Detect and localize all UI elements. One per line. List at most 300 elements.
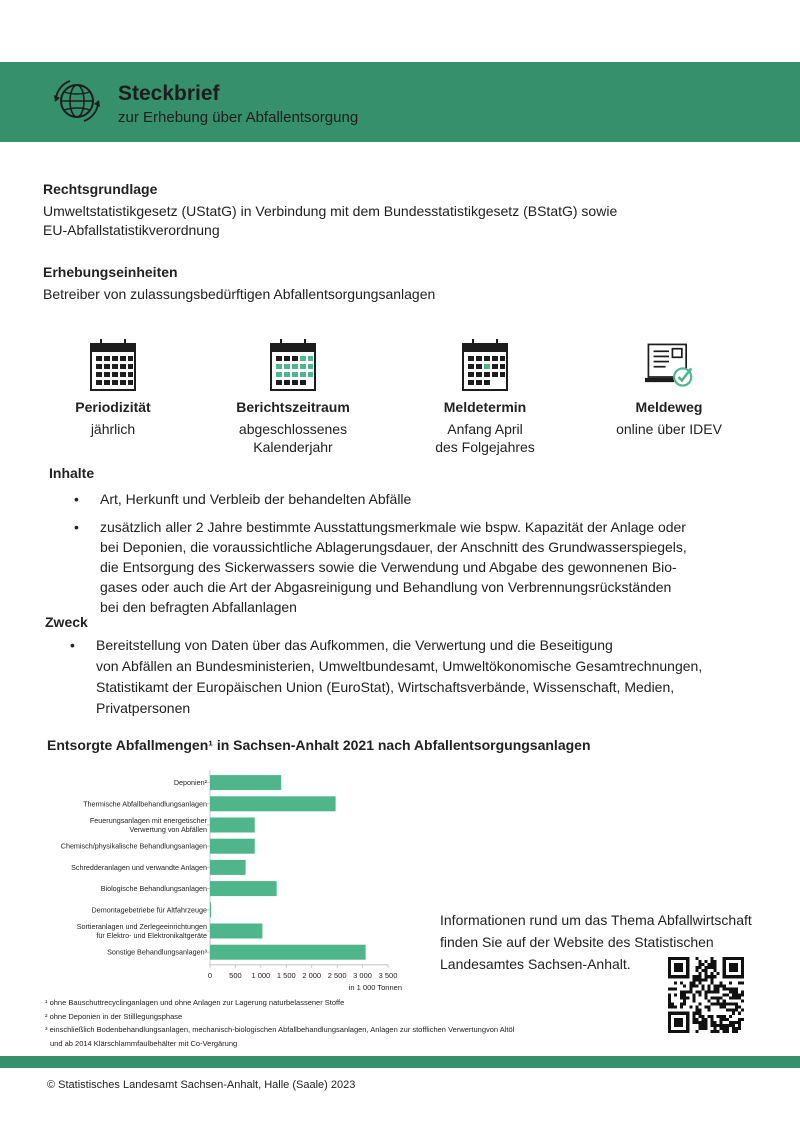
qr-module <box>732 963 735 966</box>
qr-module <box>668 1018 671 1021</box>
qr-module <box>738 1006 741 1009</box>
online-form-check-icon <box>645 338 693 392</box>
qr-module <box>735 1003 738 1006</box>
qr-module <box>729 990 732 993</box>
qr-module <box>689 990 692 993</box>
qr-module <box>711 1003 714 1006</box>
qr-module <box>735 1009 738 1012</box>
bar <box>210 796 336 811</box>
list-item-line: • Art, Herkunft und Verbleib der behandelten Abfälle <box>100 491 412 507</box>
qr-module <box>738 1021 741 1024</box>
qr-module <box>683 1000 686 1003</box>
qr-module <box>698 975 701 978</box>
qr-module <box>732 975 735 978</box>
category-label-line: für Elektro- und Elektronikaltgeräte <box>96 930 207 940</box>
qr-module <box>668 975 671 978</box>
info-line: finden Sie auf der Website des Statistischen <box>440 934 714 950</box>
qr-module <box>732 1009 735 1012</box>
qr-module <box>689 987 692 990</box>
qr-module <box>729 963 732 966</box>
qr-module <box>677 1024 680 1027</box>
qr-module <box>686 1027 689 1030</box>
qr-module <box>686 975 689 978</box>
qr-module <box>711 1030 714 1033</box>
footnote: ³ einschließlich Bodenbehandlungsanlagen, mechanisch-biologischen Abfallbehandlungsanlagen, Anlagen zur stofflichen Verwertungvon Altöl <box>45 1025 515 1034</box>
qr-module <box>671 1006 674 1009</box>
qr-module <box>723 960 726 963</box>
qr-module <box>674 993 677 996</box>
qr-module <box>674 1030 677 1033</box>
qr-module <box>701 1021 704 1024</box>
category-label-line: Schredderanlagen und verwandte Anlagen <box>71 862 207 872</box>
qr-module <box>711 975 714 978</box>
qr-module <box>735 990 738 993</box>
qr-module <box>674 969 677 972</box>
qr-module <box>732 1012 735 1015</box>
category-label <box>107 948 208 957</box>
qr-module <box>714 990 717 993</box>
list-item <box>74 517 687 617</box>
qr-module <box>723 969 726 972</box>
qr-module <box>671 1003 674 1006</box>
qr-module <box>695 990 698 993</box>
qr-module <box>674 1018 677 1021</box>
qr-module <box>668 1024 671 1027</box>
qr-module <box>677 975 680 978</box>
qr-module <box>680 981 683 984</box>
qr-module <box>723 975 726 978</box>
copyright-text: © Statistisches Landesamt Sachsen-Anhalt, Halle (Saale) 2023 <box>47 1079 356 1091</box>
qr-module <box>668 963 671 966</box>
qr-module <box>723 984 726 987</box>
qr-module <box>723 1006 726 1009</box>
qr-module <box>695 1009 698 1012</box>
qr-module <box>701 978 704 981</box>
x-tick-label: 500 <box>229 970 242 980</box>
qr-module <box>692 984 695 987</box>
qr-module <box>695 966 698 969</box>
qr-module <box>686 957 689 960</box>
qr-module <box>680 1006 683 1009</box>
qr-module <box>717 987 720 990</box>
qr-module <box>714 1024 717 1027</box>
qr-module <box>738 1027 741 1030</box>
category-label-line: Deponien² <box>173 778 207 788</box>
qr-module <box>735 1027 738 1030</box>
qr-module <box>714 963 717 966</box>
qr-module <box>695 1012 698 1015</box>
qr-module <box>704 960 707 963</box>
qr-module <box>701 963 704 966</box>
qr-module <box>711 960 714 963</box>
qr-module <box>698 966 701 969</box>
qr-module <box>671 1030 674 1033</box>
qr-module <box>714 1030 717 1033</box>
qr-module <box>714 1021 717 1024</box>
qr-module <box>677 1030 680 1033</box>
calendar-date-icon <box>461 338 509 392</box>
qr-module <box>698 1012 701 1015</box>
qr-module <box>741 981 744 984</box>
qr-module <box>689 981 692 984</box>
qr-module <box>735 975 738 978</box>
qr-code-icon[interactable] <box>668 957 744 1033</box>
qr-module <box>726 1027 729 1030</box>
qr-module <box>683 984 686 987</box>
qr-module <box>677 966 680 969</box>
qr-module <box>674 981 677 984</box>
fact-value-line: online über IDEV <box>616 421 722 437</box>
qr-module <box>704 1021 707 1024</box>
qr-module <box>704 1006 707 1009</box>
category-label-line: Demontagebetriebe für Altfahrzeuge <box>91 905 207 915</box>
qr-module <box>717 984 720 987</box>
qr-module <box>735 969 738 972</box>
rechtsgrundlage-heading: Rechtsgrundlage <box>43 181 158 197</box>
qr-module <box>741 960 744 963</box>
qr-module <box>674 975 677 978</box>
qr-module <box>723 1030 726 1033</box>
x-tick-label: 3 500 <box>378 970 398 980</box>
qr-module <box>677 1021 680 1024</box>
qr-module <box>738 1012 741 1015</box>
qr-module <box>683 997 686 1000</box>
qr-module <box>674 966 677 969</box>
qr-module <box>741 1000 744 1003</box>
qr-module <box>698 978 701 981</box>
qr-module <box>732 1024 735 1027</box>
zweck-heading: Zweck <box>45 614 88 630</box>
qr-module <box>668 1030 671 1033</box>
x-axis-label: in 1 000 Tonnen <box>348 982 402 992</box>
category-label <box>71 863 207 872</box>
category-label <box>101 884 207 893</box>
list-item-line: • zusätzlich aller 2 Jahre bestimmte Ausstattungsmerkmale wie bspw. Kapazität der Anlage oder <box>100 519 686 535</box>
qr-module <box>714 1003 717 1006</box>
qr-module <box>732 990 735 993</box>
qr-module <box>692 1000 695 1003</box>
qr-module <box>711 1015 714 1018</box>
category-label-line: Sonstige Behandlungsanlagen³ <box>107 947 207 957</box>
list-item-line: gases oder auch die Art der Abgasreinigung und Behandlung von Verbrennungsrückständen <box>100 579 672 595</box>
qr-module <box>732 966 735 969</box>
qr-module <box>735 987 738 990</box>
calendar-grid-icon <box>89 338 137 392</box>
list-item-line: die Entsorgung des Sickerwassers sowie die Verwendung und Abgabe des gewonnenen Bio- <box>100 559 677 575</box>
qr-module <box>698 1021 701 1024</box>
qr-module <box>717 1000 720 1003</box>
qr-module <box>695 975 698 978</box>
inhalte-list <box>74 489 687 617</box>
qr-module <box>674 963 677 966</box>
qr-module <box>704 997 707 1000</box>
qr-module <box>668 1000 671 1003</box>
qr-module <box>668 1021 671 1024</box>
fact-value <box>579 420 759 438</box>
qr-module <box>717 1003 720 1006</box>
qr-module <box>686 966 689 969</box>
qr-module <box>723 1027 726 1030</box>
qr-module <box>704 969 707 972</box>
qr-module <box>708 1000 711 1003</box>
qr-module <box>711 997 714 1000</box>
bar <box>210 924 262 939</box>
qr-module <box>723 1015 726 1018</box>
qr-module <box>704 990 707 993</box>
qr-module <box>735 966 738 969</box>
qr-module <box>708 990 711 993</box>
qr-module <box>701 1027 704 1030</box>
qr-module <box>668 1027 671 1030</box>
qr-module <box>698 960 701 963</box>
qr-module <box>708 987 711 990</box>
qr-module <box>711 1021 714 1024</box>
qr-module <box>732 1030 735 1033</box>
qr-module <box>711 990 714 993</box>
category-label-line: Verwertung von Abfällen <box>129 824 207 834</box>
qr-module <box>723 966 726 969</box>
qr-module <box>729 957 732 960</box>
qr-module <box>711 963 714 966</box>
qr-module <box>680 997 683 1000</box>
qr-module <box>677 969 680 972</box>
x-tick-label: 3 000 <box>353 970 372 980</box>
fact-value-line: des Folgejahres <box>435 439 535 455</box>
qr-module <box>695 984 698 987</box>
bar <box>210 881 277 896</box>
bar <box>210 860 246 875</box>
qr-module <box>680 1018 683 1021</box>
qr-module <box>701 1024 704 1027</box>
qr-module <box>698 972 701 975</box>
qr-module <box>695 978 698 981</box>
qr-module <box>717 1024 720 1027</box>
qr-module <box>723 963 726 966</box>
zweck-list <box>70 635 702 719</box>
globe-recycle-icon <box>52 78 102 124</box>
qr-module <box>686 990 689 993</box>
fact-label: Meldetermin <box>443 399 527 415</box>
qr-module <box>680 990 683 993</box>
qr-module <box>674 987 677 990</box>
fact-meldetermin <box>395 338 575 456</box>
category-label-line: Sortieranlagen und Zerlegeeinrichtungen <box>76 922 207 932</box>
qr-module <box>720 1024 723 1027</box>
qr-module <box>671 975 674 978</box>
fact-periodizitaet <box>23 338 203 438</box>
qr-module <box>686 972 689 975</box>
qr-module <box>720 981 723 984</box>
qr-module <box>729 1015 732 1018</box>
qr-module <box>741 966 744 969</box>
qr-module <box>680 1030 683 1033</box>
info-line: Landesamtes Sachsen-Anhalt. <box>440 956 631 972</box>
qr-module <box>689 1006 692 1009</box>
qr-module <box>686 960 689 963</box>
qr-module <box>695 969 698 972</box>
qr-module <box>668 1012 671 1015</box>
qr-module <box>695 1021 698 1024</box>
category-label <box>83 799 207 808</box>
fact-meldeweg <box>579 338 759 438</box>
qr-module <box>735 957 738 960</box>
qr-module <box>683 1012 686 1015</box>
qr-module <box>704 975 707 978</box>
qr-module <box>671 1012 674 1015</box>
qr-module <box>726 1030 729 1033</box>
list-item-line: Statistikamt der Europäischen Union (EuroStat), Wirtschaftsverbände, Wissenschaft, Medien, <box>96 679 675 695</box>
list-item <box>74 489 687 509</box>
qr-module <box>711 978 714 981</box>
qr-module <box>717 972 720 975</box>
calendar-highlighted-icon <box>269 338 317 392</box>
qr-module <box>674 1012 677 1015</box>
qr-module <box>680 963 683 966</box>
x-tick-label: 2 000 <box>302 970 322 980</box>
qr-module <box>704 972 707 975</box>
qr-module <box>704 1018 707 1021</box>
qr-module <box>668 972 671 975</box>
qr-module <box>683 990 686 993</box>
qr-module <box>680 993 683 996</box>
qr-module <box>714 960 717 963</box>
fact-value-line: abgeschlossenes <box>238 421 348 437</box>
qr-module <box>692 1018 695 1021</box>
qr-module <box>729 1003 732 1006</box>
qr-module <box>732 969 735 972</box>
qr-module <box>714 987 717 990</box>
qr-module <box>723 1003 726 1006</box>
qr-module <box>741 963 744 966</box>
qr-module <box>726 1009 729 1012</box>
qr-module <box>720 1021 723 1024</box>
erhebungseinheiten-heading: Erhebungseinheiten <box>43 264 178 280</box>
footer-bar <box>0 1056 800 1068</box>
qr-module <box>732 997 735 1000</box>
category-label-line: Chemisch/physikalische Behandlungsanlagen <box>60 841 207 851</box>
qr-module <box>732 987 735 990</box>
qr-module <box>668 969 671 972</box>
qr-module <box>735 1006 738 1009</box>
fact-value-line: Kalenderjahr <box>253 439 333 455</box>
qr-module <box>726 975 729 978</box>
qr-module <box>680 1024 683 1027</box>
qr-module <box>738 957 741 960</box>
qr-module <box>680 1003 683 1006</box>
qr-module <box>698 963 701 966</box>
fact-value-line: Anfang April <box>447 421 523 437</box>
qr-module <box>732 993 735 996</box>
fact-value-line: jährlich <box>90 421 136 437</box>
qr-module <box>680 957 683 960</box>
qr-module <box>674 1024 677 1027</box>
qr-module <box>683 1030 686 1033</box>
qr-module <box>717 1015 720 1018</box>
fact-label: Berichtszeitraum <box>236 399 350 415</box>
fact-label: Meldeweg <box>635 399 703 415</box>
qr-module <box>723 1018 726 1021</box>
qr-module <box>692 997 695 1000</box>
footnote: ¹ ohne Bauschuttrecyclinganlagen und ohne Anlagen zur Lagerung naturbelassener Stoffe <box>45 998 345 1007</box>
qr-module <box>686 1024 689 1027</box>
bar <box>210 775 281 790</box>
qr-module <box>729 969 732 972</box>
category-label-line: Feuerungsanlagen mit energetischer <box>89 816 207 826</box>
qr-module <box>701 1015 704 1018</box>
qr-module <box>708 963 711 966</box>
footnote: ² ohne Deponien in der Stilllegungsphase <box>45 1011 183 1021</box>
qr-module <box>741 972 744 975</box>
qr-module <box>698 990 701 993</box>
qr-module <box>738 993 741 996</box>
qr-module <box>680 1012 683 1015</box>
list-item <box>70 635 702 719</box>
qr-module <box>698 993 701 996</box>
qr-module <box>686 1015 689 1018</box>
fact-value <box>395 420 575 456</box>
qr-module <box>692 1021 695 1024</box>
qr-module <box>726 1018 729 1021</box>
qr-module <box>741 975 744 978</box>
qr-module <box>720 1015 723 1018</box>
qr-module <box>738 981 741 984</box>
qr-module <box>741 990 744 993</box>
qr-module <box>711 1024 714 1027</box>
qr-module <box>686 1018 689 1021</box>
qr-module <box>677 1018 680 1021</box>
qr-module <box>674 1021 677 1024</box>
qr-module <box>738 1024 741 1027</box>
qr-module <box>704 978 707 981</box>
qr-module <box>720 984 723 987</box>
qr-module <box>714 966 717 969</box>
qr-module <box>695 957 698 960</box>
qr-module <box>683 957 686 960</box>
qr-module <box>735 1030 738 1033</box>
qr-module <box>723 1024 726 1027</box>
fact-value <box>203 420 383 456</box>
qr-module <box>723 972 726 975</box>
qr-module <box>711 972 714 975</box>
category-label <box>92 905 207 914</box>
qr-module <box>692 1015 695 1018</box>
qr-module <box>741 993 744 996</box>
qr-module <box>680 975 683 978</box>
qr-module <box>714 969 717 972</box>
qr-module <box>701 987 704 990</box>
qr-module <box>708 966 711 969</box>
qr-module <box>668 960 671 963</box>
erhebungseinheiten-text: Betreiber von zulassungsbedürftigen Abfallentsorgungsanlagen <box>43 286 436 302</box>
qr-module <box>701 969 704 972</box>
qr-module <box>714 1027 717 1030</box>
qr-module <box>735 1021 738 1024</box>
qr-module <box>671 957 674 960</box>
qr-module <box>732 1021 735 1024</box>
chart-title: Entsorgte Abfallmengen¹ in Sachsen-Anhalt 2021 nach Abfallentsorgungsanlagen <box>47 737 591 753</box>
qr-module <box>732 1027 735 1030</box>
qr-module <box>686 997 689 1000</box>
qr-module <box>704 1027 707 1030</box>
qr-module <box>668 987 671 990</box>
qr-module <box>708 1009 711 1012</box>
category-label-line: Thermische Abfallbehandlungsanlagen <box>83 799 207 809</box>
qr-module <box>674 957 677 960</box>
qr-module <box>720 1003 723 1006</box>
qr-module <box>704 1024 707 1027</box>
qr-module <box>720 1006 723 1009</box>
x-tick-label: 1 000 <box>251 970 271 980</box>
